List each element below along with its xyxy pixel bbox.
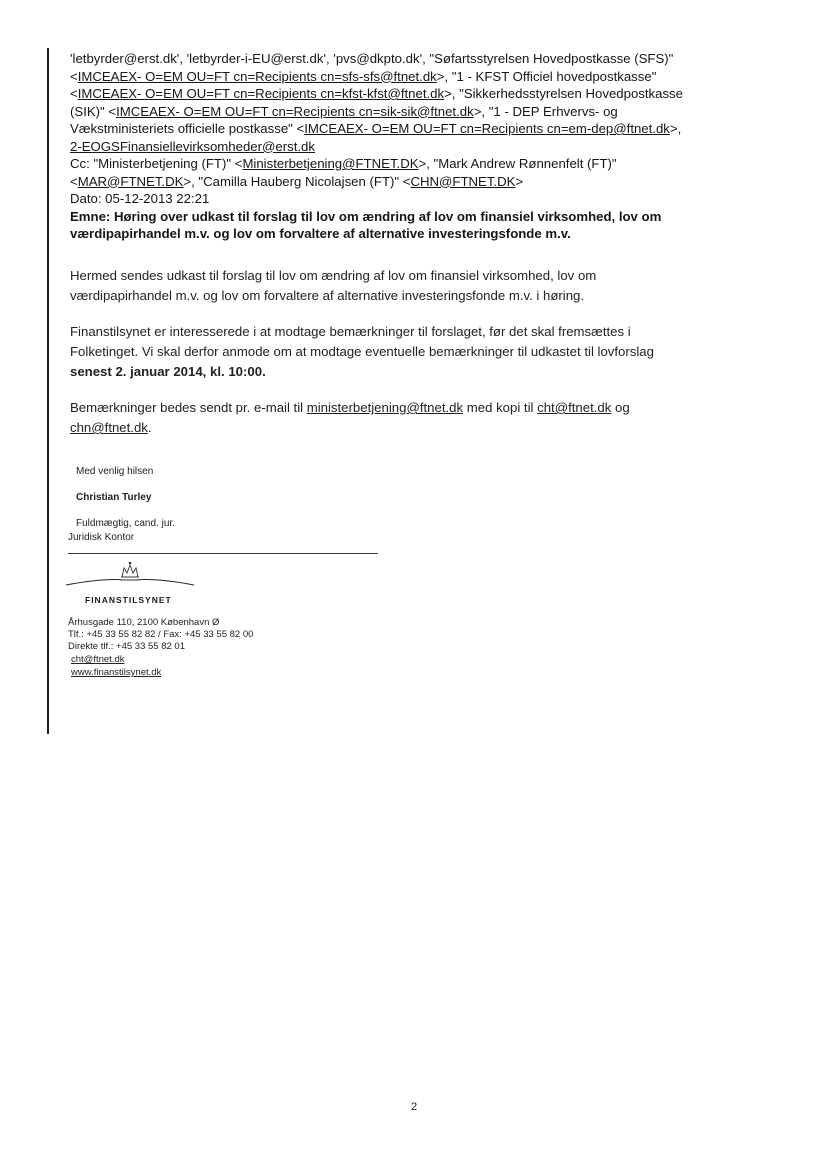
phone-fax: Tlf.: +45 33 55 82 82 / Fax: +45 33 55 82 00 [68, 629, 254, 640]
website-link-text[interactable]: www.finanstilsynet.dk [71, 667, 162, 678]
text-run: >, "Mark Andrew Rønnenfelt (FT)" [418, 156, 617, 171]
text-line [70, 190, 750, 208]
body-paragraph-2 [70, 322, 760, 382]
email-link[interactable]: MAR@FTNET.DK [77, 173, 184, 189]
text-run: Finanstilsynet er interesserede i at modtage bemærkninger til forslaget, før det skal fremsættes i [70, 324, 631, 339]
email-header [70, 50, 750, 243]
text-line [70, 155, 750, 173]
text-run: (SIK)" < [70, 103, 117, 119]
greeting: Med venlig hilsen [76, 466, 154, 477]
signature-email-link[interactable] [71, 654, 124, 666]
signer-title: Fuldmægtig, cand. jur. [76, 518, 175, 529]
text-run: Hermed sendes udkast til forslag til lov om ændring af lov om finansiel virksomhed, lov om [70, 268, 597, 283]
page-number: 2 [410, 1101, 418, 1113]
text-run: >, "Sikkerhedsstyrelsen Hovedpostkasse [444, 86, 683, 101]
text-line [70, 362, 760, 382]
text-run: Folketinget. Vi skal derfor anmode om at modtage eventuelle bemærkninger til udkastet til lovforslag [70, 344, 654, 359]
text-line [70, 85, 750, 103]
text-line [70, 173, 750, 191]
signer-department: Juridisk Kontor [68, 532, 135, 543]
text-line [70, 225, 750, 243]
text-run: værdipapirhandel m.v. og lov om forvaltere af alternative investeringsfonde m.v. [70, 226, 571, 241]
email-link[interactable]: IMCEAEX- O=EM OU=FT cn=Recipients cn=sik-sik@ftnet.dk [116, 103, 474, 119]
text-run: Bemærkninger bedes sendt pr. e-mail til [70, 400, 307, 415]
address: Århusgade 110, 2100 København Ø [68, 617, 220, 628]
email-link[interactable]: IMCEAEX- O=EM OU=FT cn=Recipients cn=kfst-kfst@ftnet.dk [77, 86, 445, 101]
text-line [70, 342, 760, 362]
text-line [70, 286, 760, 306]
email-link[interactable]: IMCEAEX- O=EM OU=FT cn=Recipients cn=em-dep@ftnet.dk [304, 121, 670, 136]
text-run: og [611, 400, 630, 415]
email-link[interactable]: cht@ftnet.dk [537, 400, 612, 415]
text-run: senest 2. januar 2014, kl. 10:00. [70, 364, 266, 379]
text-run: . [147, 420, 152, 435]
signer-name: Christian Turley [76, 492, 152, 503]
email-link-text[interactable]: cht@ftnet.dk [71, 654, 125, 665]
text-line [70, 68, 750, 86]
text-line [70, 50, 750, 68]
text-run: >, "1 - KFST Officiel hovedpostkasse" [436, 68, 657, 84]
website-link[interactable] [71, 667, 161, 679]
text-run: Emne: Høring over udkast til forslag til lov om ændring af lov om finansiel virksomhed, lov om [70, 208, 662, 224]
text-line [70, 266, 760, 286]
signature-divider [68, 553, 378, 554]
text-run: >, "Camilla Hauberg Nicolajsen (FT)" < [183, 173, 411, 189]
email-link[interactable]: 2-EOGSFinansiellevirksomheder@erst.dk [70, 138, 315, 154]
text-run: 'letbyrder@erst.dk', 'letbyrder-i-EU@erst.dk', 'pvs@dkpto.dk', "Søfartsstyrelsen Hovedpostkasse (SFS)" [70, 51, 674, 66]
text-run: værdipapirhandel m.v. og lov om forvaltere af alternative investeringsfonde m.v. i høring. [70, 288, 585, 303]
text-line [70, 398, 760, 418]
email-link[interactable]: ministerbetjening@ftnet.dk [306, 400, 464, 415]
text-run: >, "1 - DEP Erhvervs- og [473, 103, 618, 119]
body-paragraph-1 [70, 266, 760, 306]
body-paragraph-3 [70, 398, 760, 438]
text-line [70, 138, 750, 156]
email-link[interactable]: IMCEAEX- O=EM OU=FT cn=Recipients cn=sfs-sfs@ftnet.dk [77, 68, 437, 84]
margin-bar [47, 48, 49, 734]
text-line [70, 208, 750, 226]
email-link[interactable]: Ministerbetjening@FTNET.DK [242, 156, 419, 171]
text-line [70, 322, 760, 342]
direct-phone: Direkte tlf.: +45 33 55 82 01 [68, 641, 185, 652]
text-line [70, 120, 750, 138]
text-run: > [515, 173, 524, 189]
text-line [70, 103, 750, 121]
email-link[interactable]: CHN@FTNET.DK [410, 173, 516, 189]
email-link[interactable]: chn@ftnet.dk [70, 420, 148, 435]
text-line [70, 418, 760, 438]
text-run: Dato: 05-12-2013 22:21 [70, 191, 210, 206]
text-run: >, [669, 121, 682, 136]
text-run: Cc: "Ministerbetjening (FT)" < [70, 156, 243, 171]
text-run: med kopi til [463, 400, 538, 415]
logo-wordmark: FINANSTILSYNET [85, 595, 172, 605]
text-run: < [70, 68, 78, 84]
text-run: < [70, 86, 78, 101]
text-run: < [70, 173, 78, 189]
text-run: Vækstministeriets officielle postkasse" < [70, 121, 305, 136]
